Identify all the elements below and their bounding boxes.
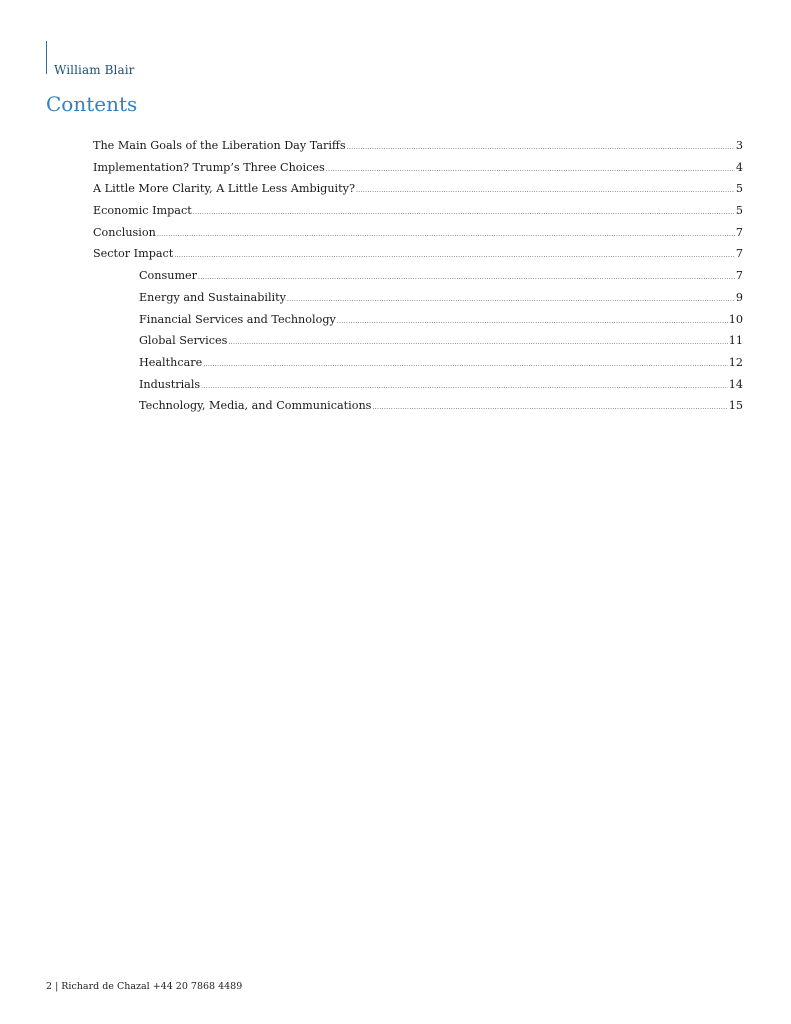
- toc-entry-title: Economic Impact: [93, 204, 192, 218]
- toc-entry-page: 12: [728, 355, 743, 369]
- toc-entry-page: 9: [735, 290, 743, 304]
- toc-entry-title: A Little More Clarity, A Little Less Ambiguity?: [93, 182, 355, 196]
- header-rule: [46, 41, 47, 74]
- toc-entry-page: 7: [735, 225, 743, 239]
- toc-entry-title: Energy and Sustainability: [139, 290, 286, 304]
- toc-dot-leader: [347, 144, 735, 151]
- toc-entry-page: 5: [735, 204, 743, 218]
- toc-entry[interactable]: [93, 226, 743, 248]
- toc-entry-page: 7: [735, 269, 743, 283]
- toc-entry[interactable]: [93, 204, 743, 226]
- toc-dot-leader: [157, 231, 735, 238]
- toc-entry[interactable]: [93, 139, 743, 161]
- toc-subentry[interactable]: [93, 356, 743, 378]
- toc-subentry[interactable]: [93, 313, 743, 335]
- brand-name: William Blair: [54, 63, 135, 77]
- toc-dot-leader: [372, 404, 727, 411]
- toc-subentry[interactable]: [93, 378, 743, 400]
- toc-subentry[interactable]: [93, 291, 743, 313]
- toc-dot-leader: [201, 383, 728, 390]
- toc-entry-title: Technology, Media, and Communications: [139, 399, 372, 413]
- toc-entry-title: Conclusion: [93, 225, 156, 239]
- toc-entry-page: 3: [735, 139, 743, 152]
- toc-entry-title: Sector Impact: [93, 247, 174, 261]
- toc-entry-title: Healthcare: [139, 355, 203, 369]
- toc-entry-page: 11: [728, 334, 743, 348]
- toc-entry-title: Industrials: [139, 377, 201, 391]
- toc-entry-page: 14: [728, 377, 743, 391]
- contents-title: Contents: [46, 92, 138, 116]
- toc-entry[interactable]: [93, 161, 743, 183]
- toc-entry[interactable]: [93, 182, 743, 204]
- toc-entry-title: The Main Goals of the Liberation Day Tariffs: [93, 139, 346, 152]
- toc-entry[interactable]: [93, 247, 743, 269]
- toc-subentry[interactable]: [93, 399, 743, 421]
- toc-dot-leader: [287, 296, 735, 303]
- toc-dot-leader: [337, 318, 728, 325]
- toc-entry-title: Implementation? Trump’s Three Choices: [93, 160, 325, 174]
- toc-dot-leader: [326, 166, 735, 173]
- toc-entry-title: Consumer: [139, 269, 198, 283]
- page-footer: 2 | Richard de Chazal +44 20 7868 4489: [46, 981, 243, 992]
- table-of-contents: [93, 139, 743, 421]
- toc-dot-leader: [198, 274, 735, 281]
- toc-entry-title: Financial Services and Technology: [139, 312, 336, 326]
- toc-subentry[interactable]: [93, 334, 743, 356]
- toc-entry-page: 15: [728, 399, 743, 413]
- toc-dot-leader: [203, 361, 728, 368]
- toc-entry-page: 4: [735, 160, 743, 174]
- toc-dot-leader: [356, 187, 735, 194]
- toc-dot-leader: [193, 209, 735, 216]
- toc-subentry[interactable]: [93, 269, 743, 291]
- toc-entry-title: Global Services: [139, 334, 228, 348]
- toc-dot-leader: [228, 339, 727, 346]
- toc-entry-page: 7: [735, 247, 743, 261]
- toc-entry-page: 5: [735, 182, 743, 196]
- toc-entry-page: 10: [728, 312, 743, 326]
- toc-dot-leader: [174, 252, 735, 259]
